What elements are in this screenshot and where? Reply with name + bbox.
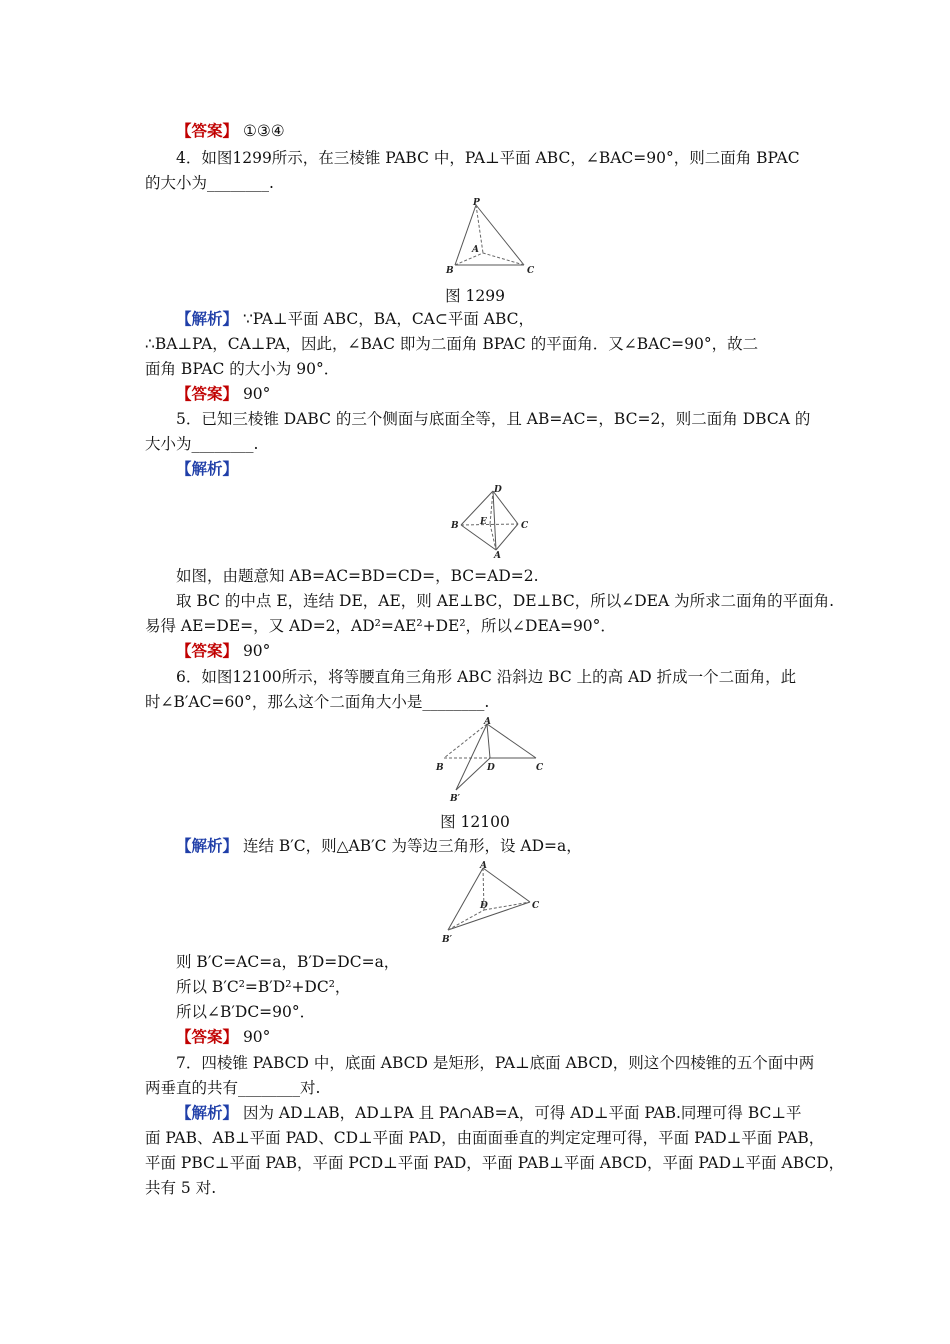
analysis-tag: 【解析】 [176, 459, 239, 478]
figure-12100 [432, 714, 550, 806]
label-e: E [480, 517, 487, 527]
label-b: B [446, 266, 454, 276]
figure-q5 [448, 482, 538, 560]
figure-q6-analysis [438, 858, 548, 944]
q7-line-1: 7．四棱锥 PABCD 中，底面 ABCD 是矩形，PA⊥底面 ABCD，则这个四棱锥的五个面中两 [176, 1054, 815, 1072]
q5-analysis-line [176, 458, 856, 480]
label-a: A [472, 245, 479, 255]
q6-step-2: 所以 B′C²=B′D²+DC²， [176, 978, 351, 996]
q4-analysis-line-1: 【解析】 ∵PA⊥平面 ABC，BA，CA⊂平面 ABC， [176, 309, 535, 328]
label-d: D [494, 485, 502, 495]
q5-line-1: 5．已知三棱锥 DABC 的三个侧面与底面全等，且 AB=AC=，BC=2，则二面角 DBCA 的 [176, 410, 811, 428]
q5-line-2: 大小为________. [145, 435, 259, 453]
q6-answer-line: 【答案】 90° [176, 1027, 271, 1046]
q7-analysis-line-2: 面 PAB、AB⊥平面 PAD、CD⊥平面 PAD，由面面垂直的判定定理可得，平面 PAD⊥平面 PAB， [145, 1129, 825, 1147]
q6-line-2: 时∠B′AC=60°，那么这个二面角大小是________. [145, 693, 490, 711]
label-b-prime: B′ [450, 794, 460, 804]
label-p: P [473, 198, 480, 208]
label-c: C [536, 763, 544, 773]
q7-analysis-line-1: 【解析】 因为 AD⊥AB，AD⊥PA 且 PA∩AB=A，可得 AD⊥平面 PAB.同理可得 BC⊥平 [176, 1103, 802, 1122]
q6-line-1: 6．如图12100所示，将等腰直角三角形 ABC 沿斜边 BC 上的高 AD 折成一个二面角，此 [176, 668, 797, 686]
q5-answer-line: 【答案】 90° [176, 641, 271, 660]
q4-analysis-line-3: 面角 BPAC 的大小为 90°． [145, 360, 340, 378]
q7-line-2: 两垂直的共有________对. [145, 1079, 321, 1097]
label-c: C [532, 901, 540, 911]
answer-tag: 【答案】 [176, 1027, 239, 1046]
q5-step-1: 如图，由题意知 AB=AC=BD=CD=，BC=AD=2. [176, 567, 539, 585]
answer-text: ①③④ [238, 122, 285, 140]
label-a: A [480, 861, 487, 871]
label-c: C [521, 521, 529, 531]
answer-tag: 【答案】 [176, 641, 239, 660]
q6-analysis-line-1: 【解析】 连结 B′C，则△AB′C 为等边三角形，设 AD=a， [176, 836, 582, 855]
label-a: A [484, 717, 491, 727]
answer-tag: 【答案】 [176, 121, 239, 140]
q6-step-3: 所以∠B′DC=90°． [176, 1003, 316, 1021]
label-a: A [494, 551, 501, 560]
label-d: D [487, 763, 495, 773]
analysis-tag: 【解析】 [176, 836, 239, 855]
label-c: C [527, 266, 535, 276]
figure-12100-caption: 图 12100 [440, 813, 510, 831]
label-b: B [451, 521, 459, 531]
analysis-tag: 【解析】 [176, 309, 239, 328]
q7-analysis-line-3: 平面 PBC⊥平面 PAB，平面 PCD⊥平面 PAD，平面 PAB⊥平面 ABCD，平面 PAD⊥平面 ABCD， [145, 1154, 845, 1172]
q6-step-1: 则 B′C=AC=a，B′D=DC=a， [176, 953, 400, 971]
q7-analysis-line-4: 共有 5 对. [145, 1179, 217, 1197]
figure-1299 [440, 195, 540, 281]
analysis-tag: 【解析】 [176, 1103, 239, 1122]
q4-line-1: 4．如图1299所示，在三棱锥 PABC 中，PA⊥平面 ABC，∠BAC=90°，则二面角 BPAC [176, 149, 800, 167]
label-b: B [436, 763, 444, 773]
q4-line-2: 的大小为________. [145, 174, 274, 192]
q4-answer-line: 【答案】 90° [176, 384, 271, 403]
q5-step-2: 取 BC 的中点 E，连结 DE，AE，则 AE⊥BC，DE⊥BC，所以∠DEA 为所求二面角的平面角. [176, 592, 834, 610]
answer-tag: 【答案】 [176, 384, 239, 403]
label-b-prime: B′ [442, 935, 452, 944]
figure-1299-caption: 图 1299 [445, 287, 505, 305]
label-d: D [480, 901, 488, 911]
q4-analysis-line-2: ∴BA⊥PA，CA⊥PA，因此，∠BAC 即为二面角 BPAC 的平面角．又∠BAC=90°，故二 [145, 335, 759, 353]
answer-line [176, 120, 856, 142]
q5-step-3: 易得 AE=DE=，又 AD=2，AD²=AE²+DE²，所以∠DEA=90°． [145, 617, 616, 635]
